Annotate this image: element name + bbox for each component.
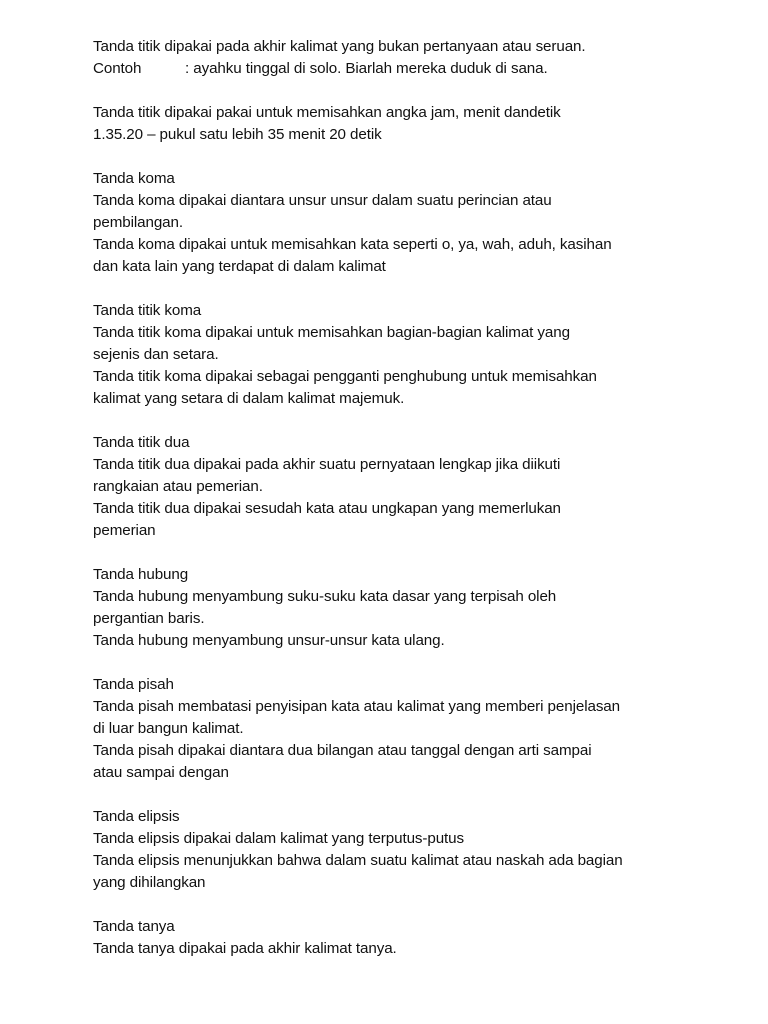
section-text-line: Tanda hubung menyambung suku-suku kata dasar yang terpisah oleh bbox=[93, 588, 557, 605]
paragraph-gap bbox=[93, 278, 713, 300]
section-text-line: pembilangan. bbox=[93, 214, 183, 231]
section-tanda-elipsis bbox=[93, 806, 713, 894]
section-heading: Tanda pisah bbox=[93, 676, 174, 693]
section-text-line: Tanda koma dipakai untuk memisahkan kata seperti o, ya, wah, aduh, kasihan bbox=[93, 236, 612, 253]
section-heading: Tanda koma bbox=[93, 170, 175, 187]
section-text-line: sejenis dan setara. bbox=[93, 346, 219, 363]
section-heading: Tanda titik dua bbox=[93, 434, 190, 451]
section-text-line: dan kata lain yang terdapat di dalam kalimat bbox=[93, 258, 386, 275]
paragraph-gap bbox=[93, 894, 713, 916]
paragraph-gap bbox=[93, 542, 713, 564]
section-text-line: Tanda tanya dipakai pada akhir kalimat tanya. bbox=[93, 940, 397, 957]
example-label: Contoh bbox=[93, 60, 142, 77]
section-heading: Tanda elipsis bbox=[93, 808, 180, 825]
paragraph-gap bbox=[93, 784, 713, 806]
section-text-line: atau sampai dengan bbox=[93, 764, 229, 781]
section-text-line: Tanda elipsis menunjukkan bahwa dalam suatu kalimat atau naskah ada bagian bbox=[93, 852, 623, 869]
section-text-line: Tanda titik dua dipakai pada akhir suatu pernyataan lengkap jika diikuti bbox=[93, 456, 561, 473]
section-text-line: Tanda titik koma dipakai untuk memisahkan bagian-bagian kalimat yang bbox=[93, 324, 570, 341]
section-tanda-titik-dua bbox=[93, 432, 713, 542]
section-tanda-pisah bbox=[93, 674, 713, 784]
section-tanda-koma bbox=[93, 168, 713, 278]
section-tanda-tanya bbox=[93, 916, 713, 960]
section-text-line: yang dihilangkan bbox=[93, 874, 206, 891]
section-text-line: Tanda elipsis dipakai dalam kalimat yang terputus-putus bbox=[93, 830, 465, 847]
section-tanda-hubung bbox=[93, 564, 713, 652]
section-text-line: Tanda pisah dipakai diantara dua bilangan atau tanggal dengan arti sampai bbox=[93, 742, 592, 759]
paragraph-gap bbox=[93, 146, 713, 168]
section-text-line: Tanda titik koma dipakai sebagai pengganti penghubung untuk memisahkan bbox=[93, 368, 597, 385]
section-text-line: Tanda hubung menyambung unsur-unsur kata ulang. bbox=[93, 632, 445, 649]
section-text-line: rangkaian atau pemerian. bbox=[93, 478, 263, 495]
intro-example-line bbox=[93, 58, 713, 80]
example-text: : ayahku tinggal di solo. Biarlah mereka duduk di sana. bbox=[185, 60, 548, 77]
section-text-line: pergantian baris. bbox=[93, 610, 205, 627]
paragraph-gap bbox=[93, 410, 713, 432]
intro-line-1: Tanda titik dipakai pada akhir kalimat yang bukan pertanyaan atau seruan. bbox=[93, 38, 586, 55]
document-page bbox=[93, 36, 713, 960]
intro-line-4: 1.35.20 – pukul satu lebih 35 menit 20 detik bbox=[93, 126, 382, 143]
section-heading: Tanda hubung bbox=[93, 566, 189, 583]
section-text-line: di luar bangun kalimat. bbox=[93, 720, 244, 737]
section-text-line: Tanda titik dua dipakai sesudah kata atau ungkapan yang memerlukan bbox=[93, 500, 561, 517]
sections-container bbox=[93, 146, 713, 960]
section-text-line: kalimat yang setara di dalam kalimat majemuk. bbox=[93, 390, 405, 407]
section-text-line: Tanda pisah membatasi penyisipan kata atau kalimat yang memberi penjelasan bbox=[93, 698, 621, 715]
section-tanda-titik-koma bbox=[93, 300, 713, 410]
paragraph-gap bbox=[93, 80, 713, 102]
paragraph-gap bbox=[93, 652, 713, 674]
section-text-line: pemerian bbox=[93, 522, 156, 539]
section-text-line: Tanda koma dipakai diantara unsur unsur dalam suatu perincian atau bbox=[93, 192, 552, 209]
intro-line-3: Tanda titik dipakai pakai untuk memisahkan angka jam, menit dandetik bbox=[93, 104, 561, 121]
section-heading: Tanda titik koma bbox=[93, 302, 202, 319]
section-heading: Tanda tanya bbox=[93, 918, 175, 935]
